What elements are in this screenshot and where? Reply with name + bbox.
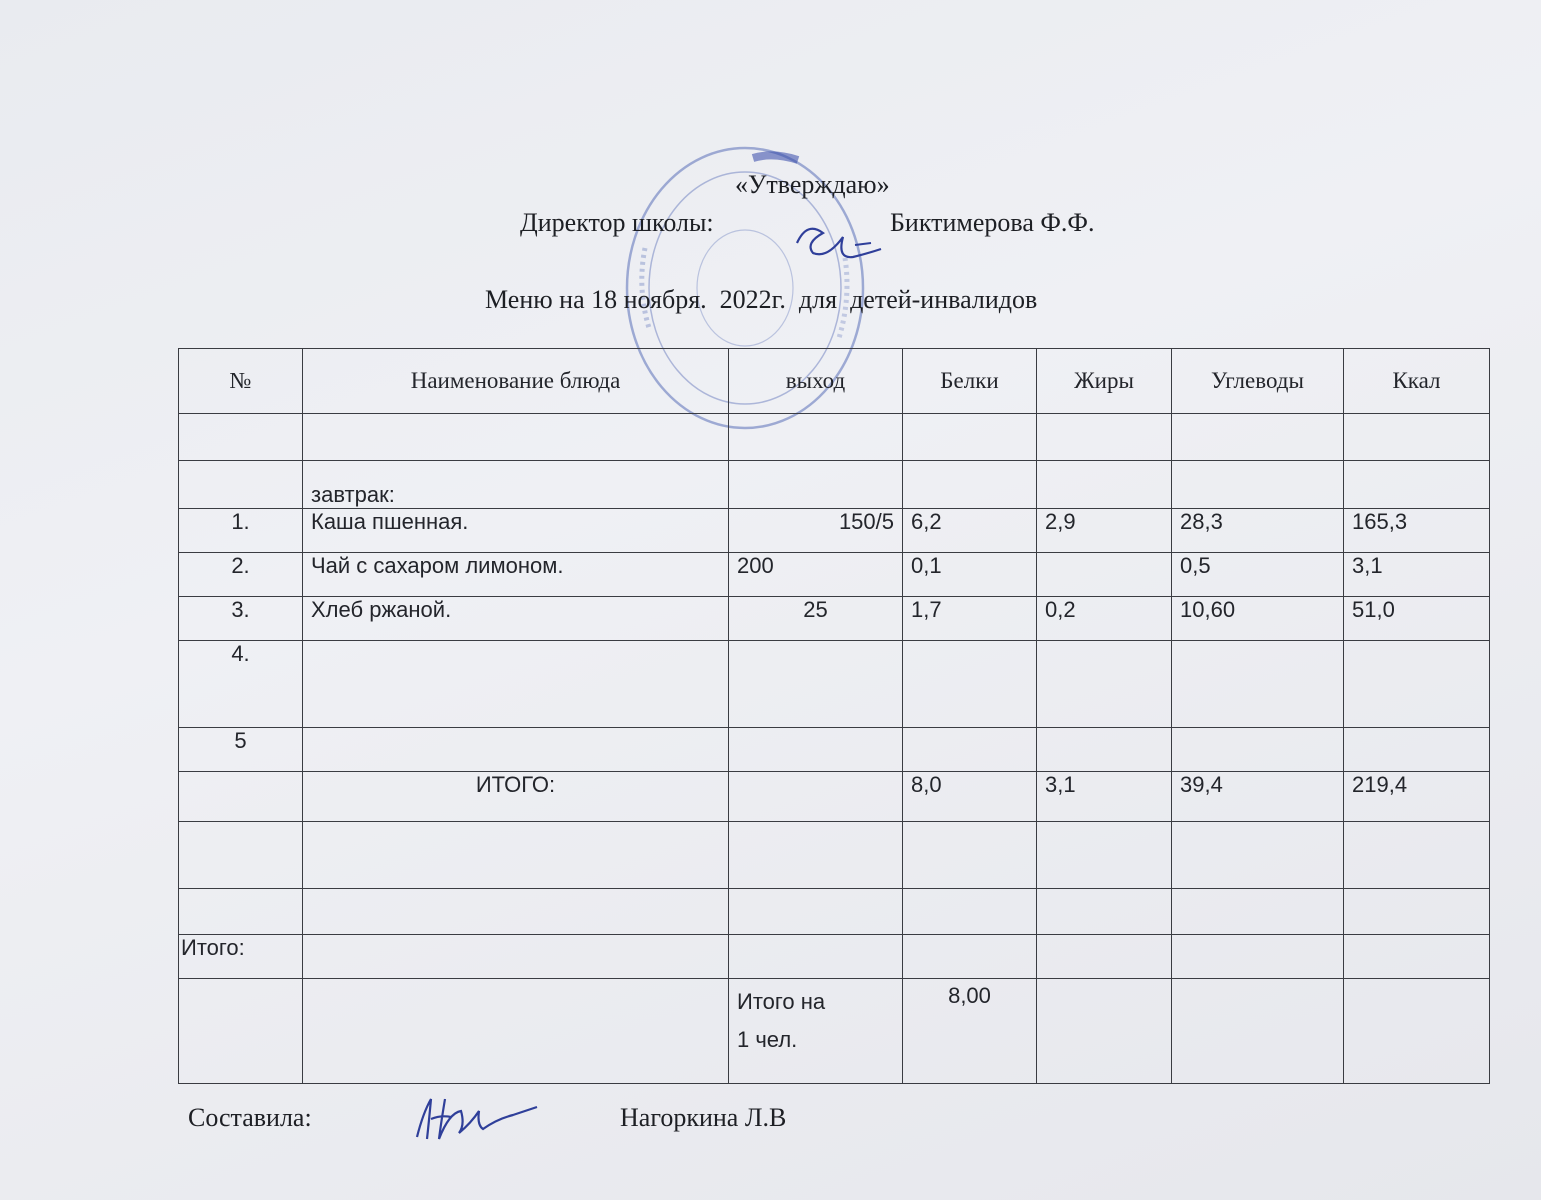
table-row-itogo — [179, 935, 1490, 979]
table-row-section — [179, 461, 1490, 509]
dish-output — [729, 728, 903, 772]
total-fats: 3,1 — [1037, 772, 1172, 822]
row-number: 3. — [179, 597, 303, 641]
table-row — [179, 889, 1490, 935]
total-kcal: 219,4 — [1344, 772, 1490, 822]
dish-fats: 0,2 — [1037, 597, 1172, 641]
total-carbs: 39,4 — [1172, 772, 1344, 822]
per-person-label — [729, 979, 903, 1084]
table-row — [179, 728, 1490, 772]
menu-title: Меню на 18 ноября. 2022г. для детей-инвалидов — [485, 285, 1038, 314]
dish-carbs: 28,3 — [1172, 509, 1344, 553]
dish-name: Чай с сахаром лимоном. — [303, 553, 729, 597]
dish-kcal — [1344, 641, 1490, 728]
table-row — [179, 822, 1490, 889]
dish-fats — [1037, 641, 1172, 728]
total-label: ИТОГО: — [303, 772, 729, 822]
dish-name — [303, 728, 729, 772]
table-row — [179, 553, 1490, 597]
table-row — [179, 597, 1490, 641]
itogo-label: Итого: — [179, 935, 303, 979]
compiled-label: Составила: — [188, 1103, 312, 1132]
dish-output: 200 — [729, 553, 903, 597]
dish-output — [729, 641, 903, 728]
dish-proteins: 0,1 — [903, 553, 1037, 597]
dish-proteins — [903, 728, 1037, 772]
dish-carbs — [1172, 641, 1344, 728]
col-header-carbs: Углеводы — [1172, 349, 1344, 414]
section-label: завтрак: — [303, 461, 729, 509]
menu-table — [178, 348, 1490, 1084]
dish-fats: 2,9 — [1037, 509, 1172, 553]
per-person-proteins: 8,00 — [903, 979, 1037, 1084]
dish-kcal: 165,3 — [1344, 509, 1490, 553]
row-number: 5 — [179, 728, 303, 772]
dish-name: Хлеб ржаной. — [303, 597, 729, 641]
dish-output: 25 — [729, 597, 903, 641]
dish-carbs: 0,5 — [1172, 553, 1344, 597]
dish-kcal: 3,1 — [1344, 553, 1490, 597]
total-proteins: 8,0 — [903, 772, 1037, 822]
director-line — [520, 208, 1095, 238]
col-header-output: выход — [729, 349, 903, 414]
approve-heading: «Утверждаю» — [735, 170, 890, 199]
col-header-fats: Жиры — [1037, 349, 1172, 414]
dish-kcal: 51,0 — [1344, 597, 1490, 641]
table-row — [179, 414, 1490, 461]
row-number: 4. — [179, 641, 303, 728]
compiler-signature — [405, 1085, 555, 1150]
per-person-label-line2: 1 чел. — [737, 1027, 798, 1052]
row-number: 2. — [179, 553, 303, 597]
dish-carbs — [1172, 728, 1344, 772]
dish-kcal — [1344, 728, 1490, 772]
director-name: Биктимерова Ф.Ф. — [890, 208, 1095, 237]
per-person-label-line1: Итого на — [737, 989, 826, 1014]
table-row — [179, 509, 1490, 553]
col-header-number: № — [179, 349, 303, 414]
compiled-name: Нагоркина Л.В — [620, 1103, 787, 1132]
dish-fats — [1037, 553, 1172, 597]
row-number: 1. — [179, 509, 303, 553]
director-signature — [785, 205, 895, 275]
table-row — [179, 641, 1490, 728]
dish-carbs: 10,60 — [1172, 597, 1344, 641]
dish-proteins: 1,7 — [903, 597, 1037, 641]
col-header-proteins: Белки — [903, 349, 1037, 414]
dish-name — [303, 641, 729, 728]
director-label: Директор школы: — [520, 208, 714, 237]
col-header-kcal: Ккал — [1344, 349, 1490, 414]
col-header-name: Наименование блюда — [303, 349, 729, 414]
footer-line — [188, 1103, 787, 1133]
dish-proteins: 6,2 — [903, 509, 1037, 553]
dish-output: 150/5 — [729, 509, 903, 553]
table-row-total — [179, 772, 1490, 822]
dish-fats — [1037, 728, 1172, 772]
table-row-per-person — [179, 979, 1490, 1084]
dish-name: Каша пшенная. — [303, 509, 729, 553]
table-header-row — [179, 349, 1490, 414]
dish-proteins — [903, 641, 1037, 728]
